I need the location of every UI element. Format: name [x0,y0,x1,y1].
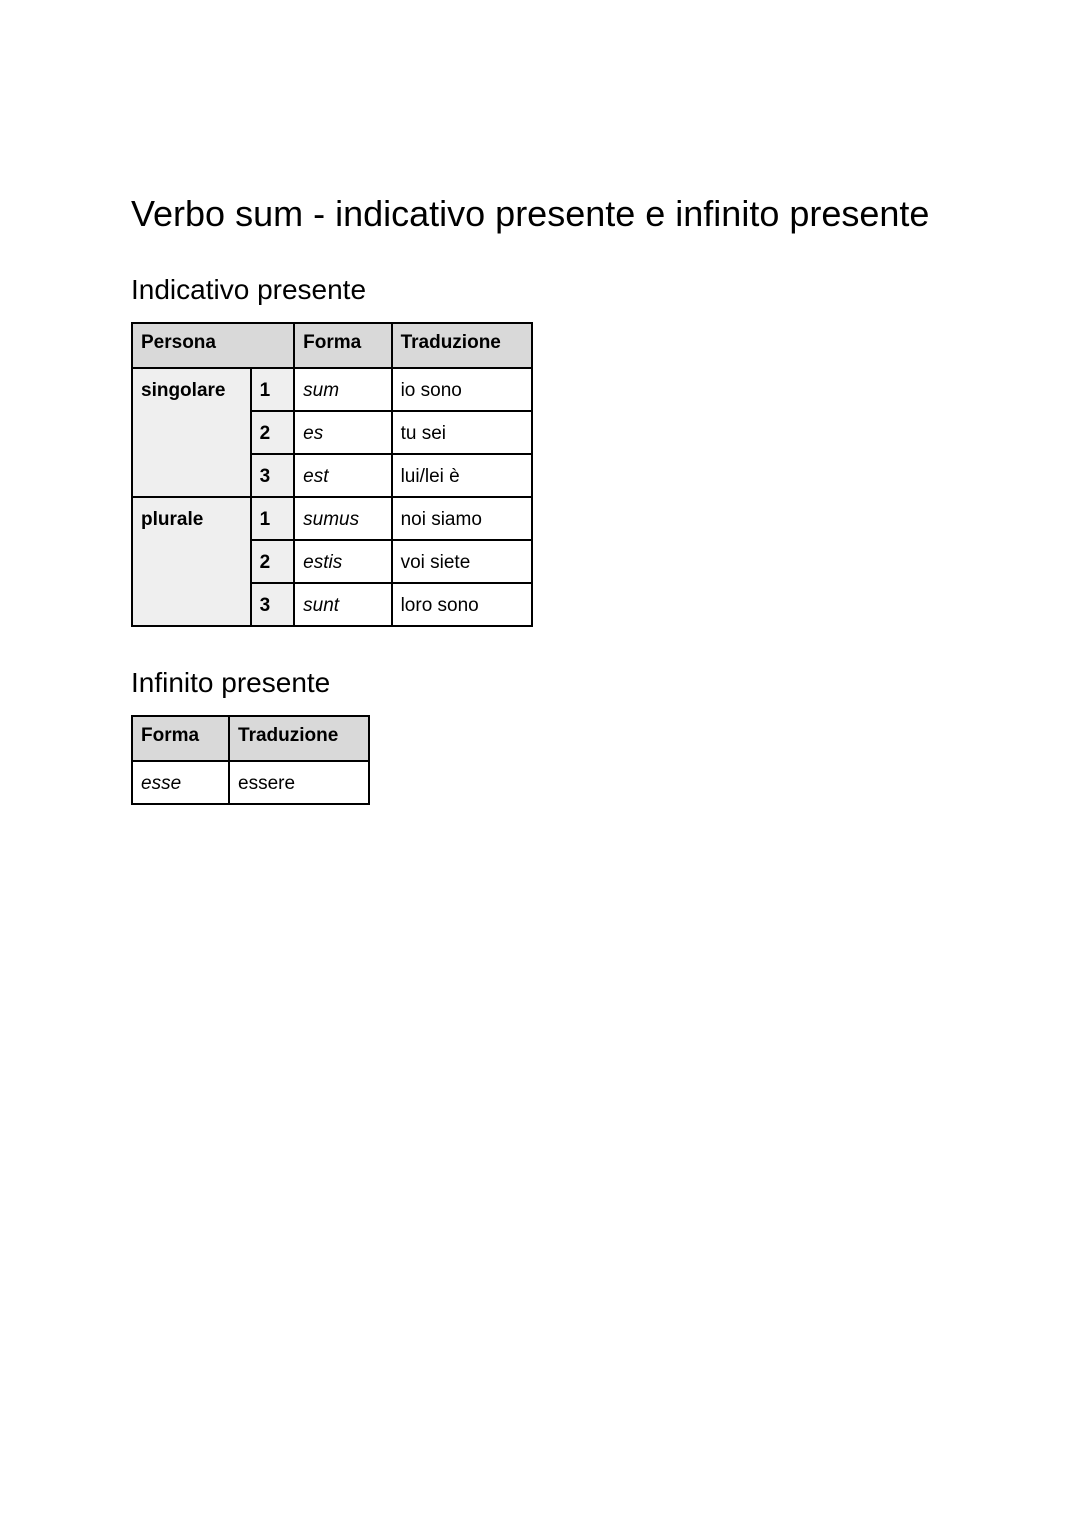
header-forma: Forma [294,323,391,368]
translation: tu sei [392,411,532,454]
verb-form: sum [294,368,391,411]
verb-form: esse [132,761,229,804]
header-traduzione: Traduzione [229,716,369,761]
person-number: 1 [251,497,295,540]
person-number: 1 [251,368,295,411]
indicativo-table [131,322,533,627]
section-heading-infinito: Infinito presente [131,667,331,698]
translation: lui/lei è [392,454,532,497]
group-label: plurale [132,497,251,626]
table-row [132,497,532,540]
header-forma: Forma [132,716,229,761]
group-label: singolare [132,368,251,497]
translation: io sono [392,368,532,411]
translation: essere [229,761,369,804]
header-traduzione: Traduzione [392,323,532,368]
verb-form: est [294,454,391,497]
translation: loro sono [392,583,532,626]
table-header-row [132,323,532,368]
table-header-row [132,716,369,761]
verb-form: sumus [294,497,391,540]
header-persona: Persona [132,323,294,368]
person-number: 2 [251,540,295,583]
person-number: 3 [251,454,295,497]
page-title: Verbo sum - indicativo presente e infinito presente [131,193,930,234]
person-number: 2 [251,411,295,454]
section-heading-indicativo: Indicativo presente [131,274,367,305]
table-row [132,761,369,804]
person-number: 3 [251,583,295,626]
infinito-table [131,715,370,805]
verb-form: sunt [294,583,391,626]
verb-form: es [294,411,391,454]
translation: noi siamo [392,497,532,540]
translation: voi siete [392,540,532,583]
table-row [132,368,532,411]
verb-form: estis [294,540,391,583]
